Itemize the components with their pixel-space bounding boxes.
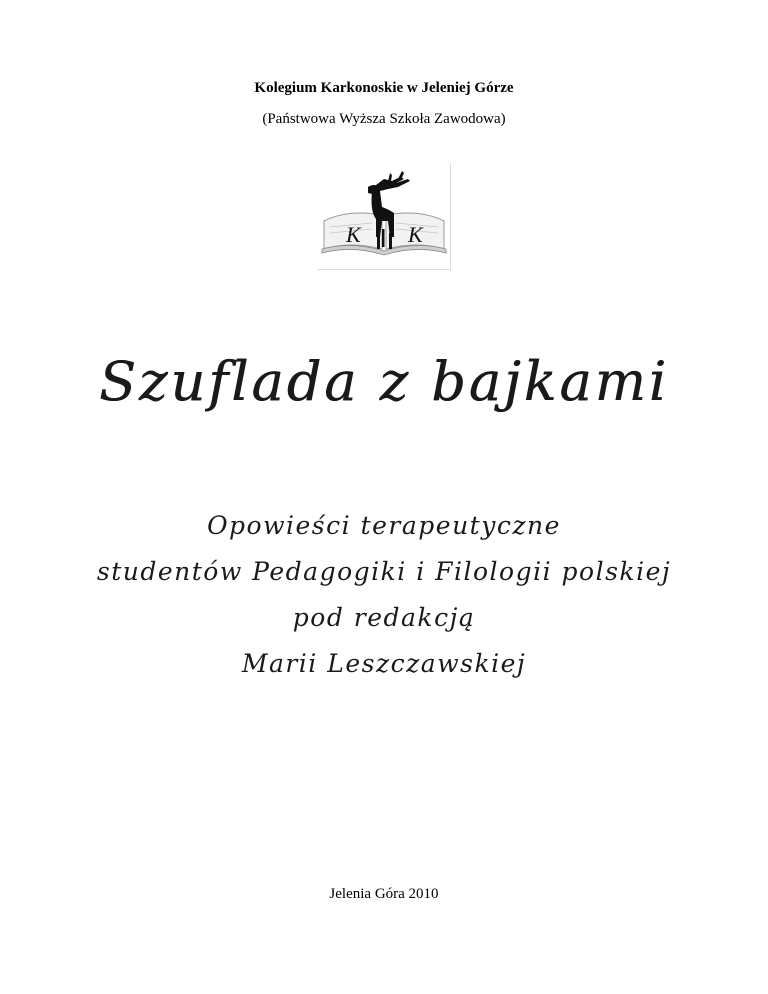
subtitle-line: studentów Pedagogiki i Filologii polskiej [96, 557, 672, 586]
logo-letter-left: K [346, 222, 361, 247]
subtitle-block [0, 503, 768, 687]
subtitle-line: Marii Leszczawskiej [241, 649, 527, 678]
place-and-year: Jelenia Góra 2010 [329, 886, 439, 902]
college-logo [318, 163, 451, 270]
subtitle-line: Opowieści terapeutyczne [207, 511, 561, 540]
deer-book-logo-icon [318, 163, 450, 269]
institution-name: Kolegium Karkonoskie w Jeleniej Górze [254, 80, 514, 96]
institution-subtitle: (Państwowa Wyższa Szkoła Zawodowa) [262, 111, 506, 127]
book-title: Szuflada z bajkami [98, 350, 670, 413]
subtitle-line: pod redakcją [292, 603, 476, 632]
logo-letter-right: K [408, 222, 423, 247]
